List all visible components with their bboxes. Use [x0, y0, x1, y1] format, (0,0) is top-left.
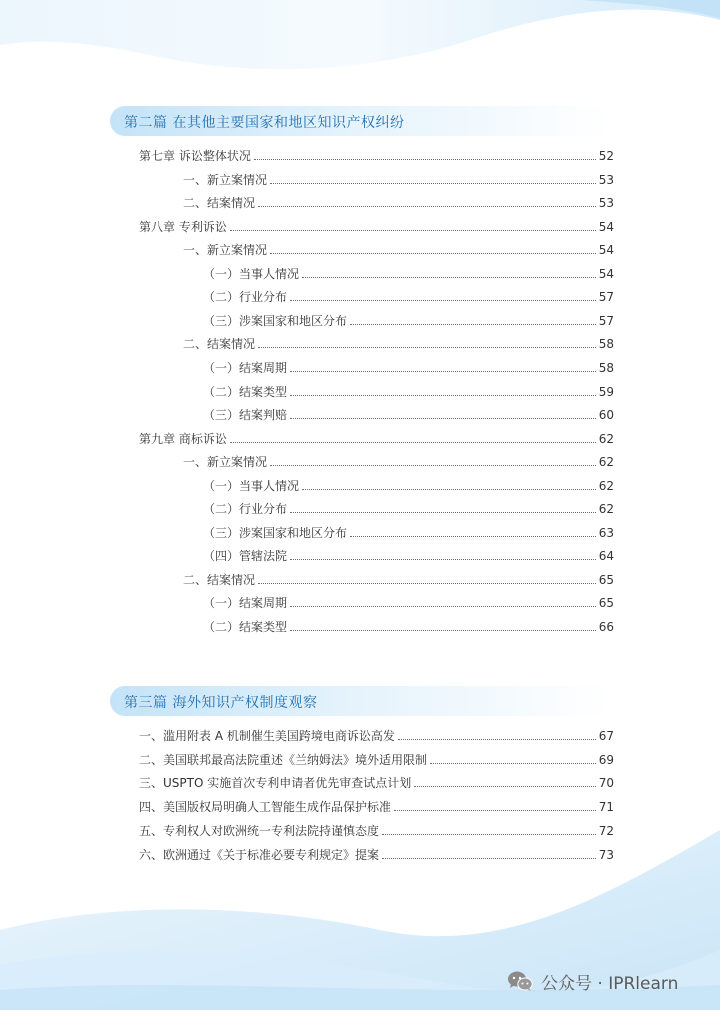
toc-entry-label: （一）结案周期 — [203, 360, 288, 375]
toc-entry-page: 57 — [598, 313, 614, 328]
dot-leader — [350, 323, 596, 325]
section-header-part2 — [110, 106, 610, 136]
dot-leader — [290, 417, 596, 419]
toc-entry-page: 64 — [598, 549, 614, 564]
toc-entry-label: 二、结案情况 — [183, 337, 256, 352]
toc-entry[interactable] — [139, 843, 614, 863]
toc-entry-label: （三）涉案国家和地区分布 — [203, 313, 348, 328]
toc-entry[interactable] — [203, 474, 614, 494]
dot-leader — [290, 558, 596, 560]
toc-entry-label: （一）当事人情况 — [203, 266, 300, 281]
toc-entry-label: 二、美国联邦最高法院重述《兰纳姆法》境外适用限制 — [139, 752, 428, 767]
toc-entry-page: 62 — [598, 502, 614, 517]
toc-entry-label: 五、专利权人对欧洲统一专利法院持谨慎态度 — [139, 823, 380, 838]
toc-entry-page: 69 — [598, 752, 614, 767]
dot-leader — [350, 535, 596, 537]
toc-entry[interactable] — [183, 568, 614, 588]
dot-leader — [394, 809, 596, 811]
dot-leader — [290, 370, 596, 372]
toc-entry[interactable] — [139, 748, 614, 768]
dot-leader — [290, 511, 596, 513]
toc-entry-label: 一、新立案情况 — [183, 243, 268, 258]
toc-entry[interactable] — [139, 724, 614, 744]
toc-entry[interactable] — [139, 771, 614, 791]
toc-entry[interactable] — [203, 497, 614, 517]
toc-entry-page: 57 — [598, 290, 614, 305]
toc-entry-label: （三）涉案国家和地区分布 — [203, 525, 348, 540]
dot-leader — [254, 158, 596, 160]
toc-entry[interactable] — [139, 427, 614, 447]
dot-leader — [258, 205, 596, 207]
toc-entry-page: 67 — [598, 729, 614, 743]
dot-leader — [230, 441, 596, 443]
toc-entry[interactable] — [139, 144, 614, 164]
toc-entry-label: 第七章 诉讼整体状况 — [139, 149, 251, 163]
toc-entry[interactable] — [139, 795, 614, 815]
toc-entry[interactable] — [203, 615, 614, 635]
toc-entry-page: 54 — [598, 243, 614, 258]
toc-entry[interactable] — [203, 380, 614, 400]
toc-entry[interactable] — [203, 262, 614, 282]
dot-leader — [270, 464, 596, 466]
toc-entry-label: （二）行业分布 — [203, 290, 288, 305]
toc-entry-page: 62 — [598, 431, 614, 446]
dot-leader — [290, 299, 596, 301]
toc-entry-label: 三、USPTO 实施首次专利申请者优先审查试点计划 — [139, 776, 412, 791]
toc-entry[interactable] — [183, 450, 614, 470]
dot-leader — [430, 762, 596, 764]
toc-entry-page: 72 — [598, 823, 614, 838]
toc-entry-label: 二、结案情况 — [183, 572, 256, 587]
dot-leader — [290, 605, 596, 607]
toc-entry-label: （一）当事人情况 — [203, 478, 300, 493]
toc-entry[interactable] — [183, 168, 614, 188]
toc-entry-page: 54 — [598, 219, 614, 234]
toc-entry[interactable] — [139, 819, 614, 839]
toc-entry[interactable] — [139, 215, 614, 235]
dot-leader — [290, 394, 596, 396]
toc-entry[interactable] — [183, 332, 614, 352]
dot-leader — [414, 785, 595, 787]
toc-entry-page: 52 — [598, 149, 614, 163]
wechat-icon — [507, 970, 533, 992]
toc-entry-label: 二、结案情况 — [183, 196, 256, 211]
toc-entry-label: 一、新立案情况 — [183, 455, 268, 470]
dot-leader — [270, 252, 596, 254]
toc-entry[interactable] — [203, 591, 614, 611]
toc-entry-page: 66 — [598, 620, 614, 634]
dot-leader — [258, 582, 596, 584]
dot-leader — [230, 229, 596, 231]
toc-entry[interactable] — [203, 544, 614, 564]
toc-entry-page: 73 — [598, 847, 614, 862]
dot-leader — [382, 857, 596, 859]
toc-entry-page: 62 — [598, 455, 614, 470]
toc-entry-page: 65 — [598, 596, 614, 611]
dot-leader — [302, 276, 596, 278]
toc-entry-label: 第八章 专利诉讼 — [139, 219, 227, 234]
toc-entry[interactable] — [203, 309, 614, 329]
dot-leader — [258, 346, 596, 348]
watermark-text: 公众号 · IPRlearn — [541, 973, 679, 994]
toc-entry[interactable] — [183, 191, 614, 211]
section-title: 第二篇 在其他主要国家和地区知识产权纠纷 — [124, 115, 405, 131]
toc-entry[interactable] — [203, 356, 614, 376]
toc-entry-page: 62 — [598, 478, 614, 493]
toc-entry-label: （二）结案类型 — [203, 620, 288, 634]
toc-entry-page: 63 — [598, 525, 614, 540]
toc-entry-label: 六、欧洲通过《关于标准必要专利规定》提案 — [139, 847, 380, 862]
toc-entry-label: （二）结案类型 — [203, 384, 288, 399]
section-title: 第三篇 海外知识产权制度观察 — [124, 695, 318, 711]
toc-entry-label: （三）结案判赔 — [203, 408, 288, 423]
toc-entry-page: 58 — [598, 360, 614, 375]
dot-leader — [270, 182, 596, 184]
toc-entry-page: 65 — [598, 572, 614, 587]
section-header-part3 — [110, 686, 610, 716]
toc-entry-page: 53 — [598, 196, 614, 211]
toc-entry-page: 54 — [598, 266, 614, 281]
toc-entry-label: （一）结案周期 — [203, 596, 288, 611]
toc-entry[interactable] — [203, 521, 614, 541]
toc-entry-label: 第九章 商标诉讼 — [139, 431, 227, 446]
dot-leader — [398, 738, 596, 740]
toc-entry-page: 70 — [598, 776, 614, 791]
toc-entry-label: （二）行业分布 — [203, 502, 288, 517]
toc-entry[interactable] — [203, 403, 614, 423]
toc-entry-label: 一、新立案情况 — [183, 172, 268, 187]
toc-entry[interactable] — [183, 238, 614, 258]
dot-leader — [382, 833, 596, 835]
toc-entry-page: 71 — [598, 800, 614, 815]
toc-entry-page: 53 — [598, 172, 614, 187]
watermark — [507, 967, 678, 995]
toc-entry-label: （四）管辖法院 — [203, 549, 288, 564]
toc-entry[interactable] — [203, 285, 614, 305]
dot-leader — [302, 488, 596, 490]
toc-entry-page: 59 — [598, 384, 614, 399]
toc-entry-label: 四、美国版权局明确人工智能生成作品保护标准 — [139, 800, 392, 815]
toc-entry-page: 60 — [598, 408, 614, 423]
toc-entry-label: 一、滥用附表 A 机制催生美国跨境电商诉讼高发 — [139, 729, 395, 743]
dot-leader — [290, 629, 596, 631]
toc-entry-page: 58 — [598, 337, 614, 352]
